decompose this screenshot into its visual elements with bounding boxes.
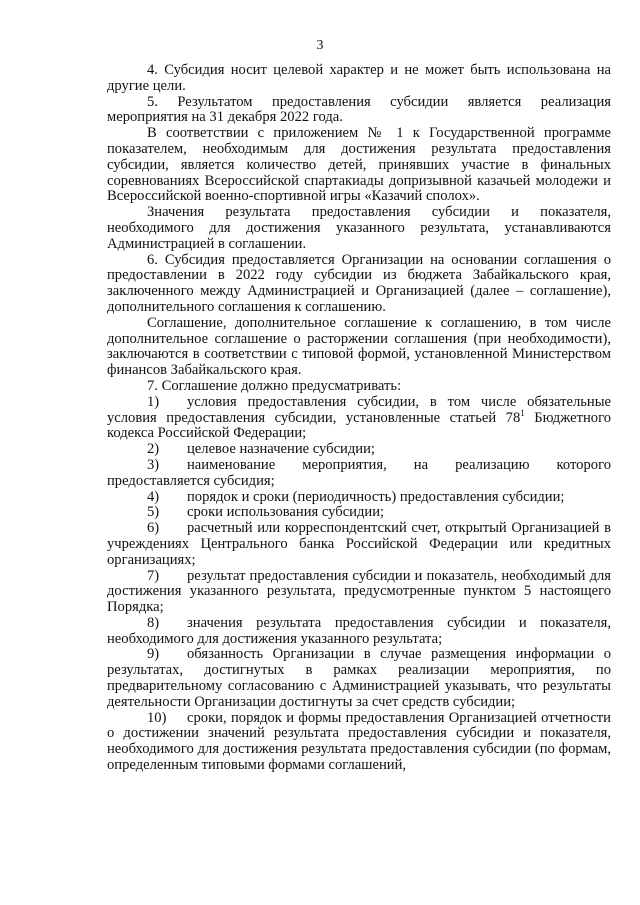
paragraph-7: 7. Соглашение должно предусматривать: [147, 377, 402, 394]
list-item-number: 7) [147, 567, 160, 584]
list-item-text: сроки, порядок и формы предоставления Организацией отчетности о достижении значений результата предоставления субсидии и показателя, необходимого для достижения результата предоставления субсидии (по формам, определенным типовыми формами соглашений, [107, 709, 611, 774]
list-item-text: целевое назначение субсидии; [187, 441, 375, 458]
list-item [107, 395, 611, 442]
list-item [107, 711, 611, 774]
paragraph-indicator: В соответствии с приложением № 1 к Государственной программе показателем, необходимым для достижения результата предоставления субсидии, является количество детей, принявших участие в финальных соревнованиях Всероссийской спартакиады допризывной казачьей молодежи и Всероссийской военно-спортивной игры «Казачий сполох». [107, 125, 611, 205]
list-item-number: 6) [147, 520, 160, 537]
list-item [107, 442, 611, 458]
paragraph-6: 6. Субсидия предоставляется Организации на основании соглашения о предоставлении в 2022 году субсидии из бюджета Забайкальского края, заключенного между Администрацией и Организацией (далее – соглашение), дополнительного соглашения к соглашению. [107, 251, 611, 315]
list-item [107, 616, 611, 648]
list-item [107, 490, 611, 506]
paragraph-agreement: Соглашение, дополнительное соглашение к соглашению, в том числе дополнительное соглашение о расторжении соглашения (при необходимости), заключаются в соответствии с типовой формой, установленной Министерством финансов Забайкальского края. [107, 314, 611, 379]
list-item-text-tail: Бюджетного кодекса Российской Федерации; [107, 409, 612, 442]
list-item-text: результат предоставления субсидии и показатель, необходимый для достижения указанного результата, предусмотренные пунктом 5 настоящего Порядка; [107, 567, 611, 616]
paragraph-5: 5. Результатом предоставления субсидии является реализация мероприятия на 31 декабря 2022 года. [107, 93, 611, 126]
list-item-number: 9) [147, 646, 160, 663]
list-item-text: сроки использования субсидии; [187, 504, 385, 521]
document-body [107, 63, 611, 774]
list-item [107, 569, 611, 616]
list-item [107, 521, 611, 568]
list-item-text: обязанность Организации в случае размещения информации о результатах, достигнутых в рамках реализации мероприятия, по предварительному согласованию с Администрацией указывать, что результаты деятельности Организации достигнуты за счет средств субсидии; [107, 646, 611, 710]
list-item-text: условия предоставления субсидии, в том числе обязательные условия предоставления субсидии, установленные статьей 78 [107, 393, 611, 426]
list-item-text: значения результата предоставления субсидии и показателя, необходимого для достижения указанного результата; [107, 614, 611, 647]
list-item-number: 5) [147, 504, 160, 521]
list-item-text: порядок и сроки (периодичность) предоставления субсидии; [187, 488, 565, 505]
list-item-number: 8) [147, 614, 160, 631]
list-item-number: 1) [147, 393, 160, 410]
list-item-number: 3) [147, 456, 160, 473]
list-item-number: 10) [147, 709, 167, 726]
paragraph-4: 4. Субсидия носит целевой характер и не может быть использована на другие цели. [107, 62, 611, 94]
paragraph-values: Значения результата предоставления субсидии и показателя, необходимого для достижения указанного результата, устанавливаются Администрацией в соглашении. [107, 204, 611, 252]
list-item-number: 2) [147, 441, 160, 458]
superscript: 1 [520, 407, 525, 418]
list-item [107, 647, 611, 710]
list-item [107, 505, 611, 521]
list-item-number: 4) [147, 488, 160, 505]
page-number: 3 [316, 38, 324, 53]
list-item-text: наименование мероприятия, на реализацию которого предоставляется субсидия; [107, 456, 611, 489]
list-item [107, 458, 611, 490]
list-item-text: расчетный или корреспондентский счет, открытый Организацией в учреждениях Центрального банка Российской Федерации или кредитных организациях; [107, 520, 611, 568]
